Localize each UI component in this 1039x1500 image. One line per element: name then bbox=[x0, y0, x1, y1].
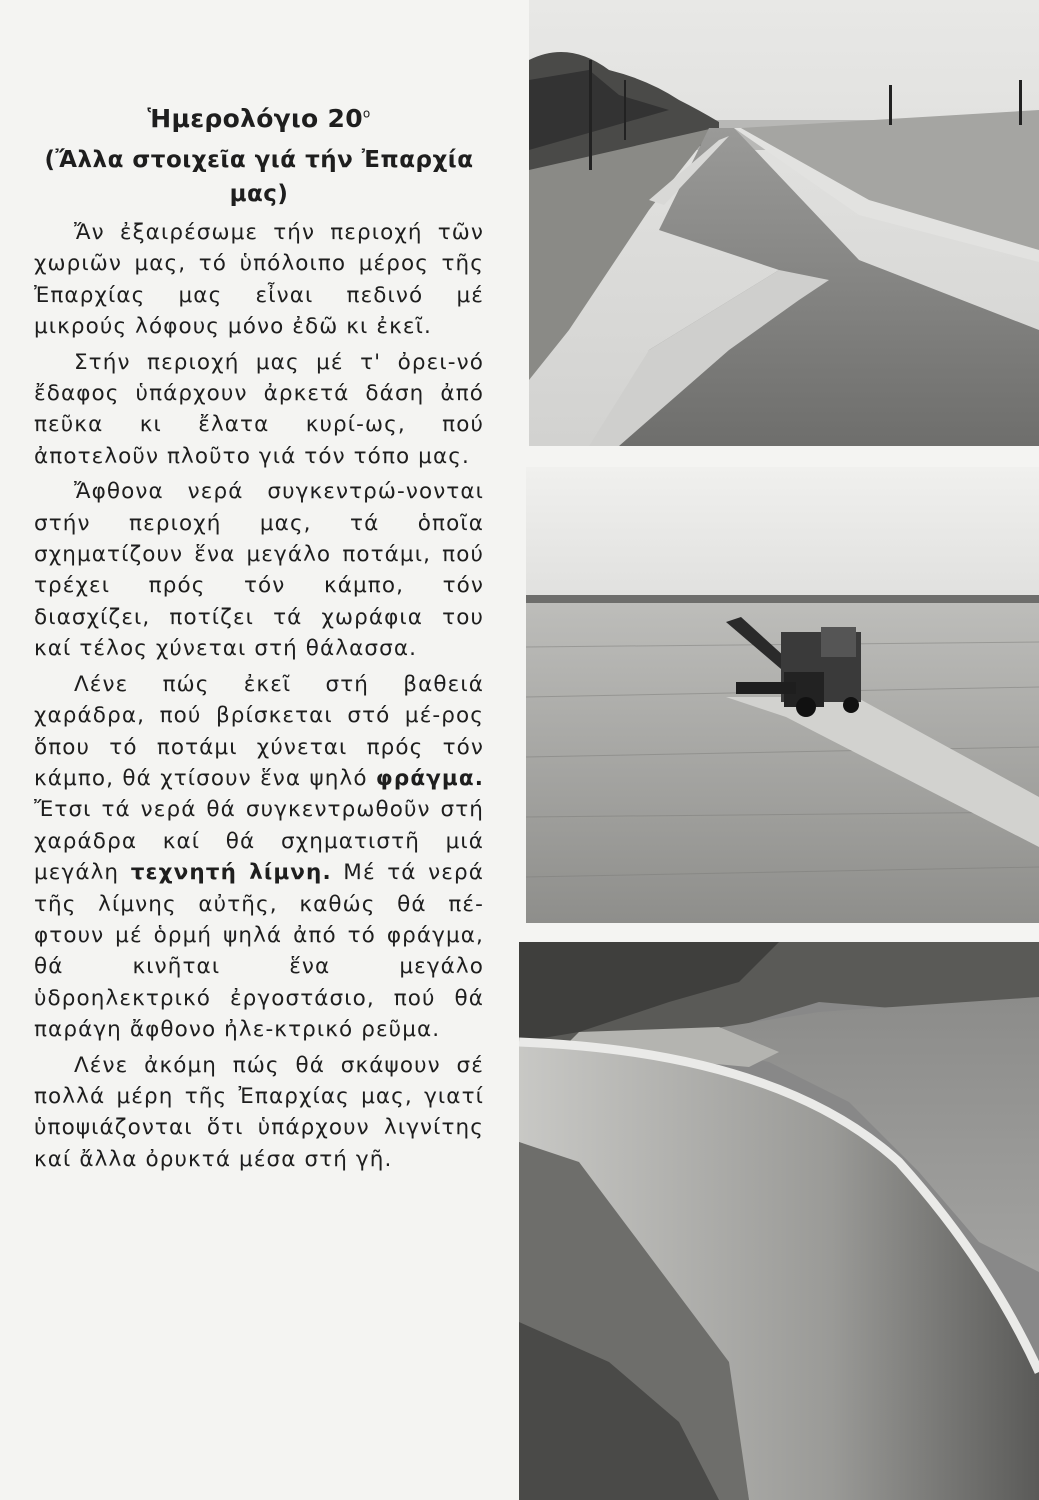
paragraph-text: Ἄν ἐξαιρέσωμε τήν περιοχή τῶν χωριῶν μας, τό ὑπόλοιπο μέρος τῆς Ἐπαρχίας μας εἶναι πεδινό μέ μικρούς λόφους μόνο ἐδῶ κι ἐκεῖ. bbox=[34, 220, 484, 340]
article-body bbox=[34, 217, 484, 1175]
paragraph-text: Μέ τά νερά τῆς λίμνης αὐτῆς, καθώς θά πέ-φτουν μέ ὁρμή ψηλά ἀπό τό φράγμα, θά κινῆται ἕνα μεγάλο ὑδροηλεκτρικό ἐργοστάσιο, πού θά παράγη ἄφθονο ἠλε-κτρικό ρεῦμα. bbox=[34, 860, 485, 1043]
page-subtitle: (Ἄλλα στοιχεῖα γιά τήν Ἐπαρχία μας) bbox=[44, 147, 474, 207]
paragraph-text: Στήν περιοχή μας μέ τ' ὀρει-νό ἔδαφος ὑπάρχουν ἀρκετά δάση ἀπό πεῦκα κι ἔλατα κυρί-ως, πού ἀποτελοῦν πλοῦτο γιά τόν τόπο μας. bbox=[34, 349, 484, 469]
paragraph bbox=[34, 217, 484, 343]
paragraph bbox=[34, 1050, 484, 1176]
paragraph-text: Ἄφθονα νερά συγκεντρώ-νονται στήν περιοχή μας, τά ὁποῖα σχηματίζουν ἕνα μεγάλο ποτάμι, πού τρέχει πρός τόν κάμπο, τόν διασχίζει, ποτίζει τά χωράφια του καί τέλος χύνεται στή θάλασσα. bbox=[34, 479, 484, 662]
paragraph-text: Λένε ἀκόμη πώς θά σκάψουν σέ πολλά μέρη τῆς Ἐπαρχίας μας, γιατί ὑποψιάζονται ὅτι ὑπάρχουν λιγνίτης καί ἄλλα ὀρυκτά μέσα στή γῆ. bbox=[34, 1052, 484, 1172]
article-column bbox=[34, 96, 484, 1179]
paragraph bbox=[34, 669, 484, 1046]
page-title: Ἡμερολόγιο $20^o$ bbox=[147, 104, 371, 133]
bold-term: τεχνητή λίμνη. bbox=[130, 860, 332, 886]
paragraph bbox=[34, 476, 484, 664]
paragraph bbox=[34, 347, 484, 473]
paragraph-text: Λένε πώς ἐκεῖ στή βαθειά χαράδρα, πού βρίσκεται στό μέ-ρος ὅπου τό ποτάμι χύνεται πρός τόν κάμπο, θά χτίσουν ἕνα ψηλό bbox=[34, 671, 484, 791]
paragraph-text: Ἔτσι τά νερά θά συγκεντρωθοῦν στή χαράδρα καί θά σχηματιστῆ μιά μεγάλη bbox=[34, 797, 484, 886]
bold-term: φράγμα. bbox=[375, 765, 484, 791]
photo-combine-harvester bbox=[526, 467, 1039, 923]
title-superscript: ο bbox=[362, 106, 371, 121]
photo-irrigation-canal bbox=[529, 0, 1039, 446]
photo-hydroelectric-dam bbox=[519, 942, 1039, 1500]
